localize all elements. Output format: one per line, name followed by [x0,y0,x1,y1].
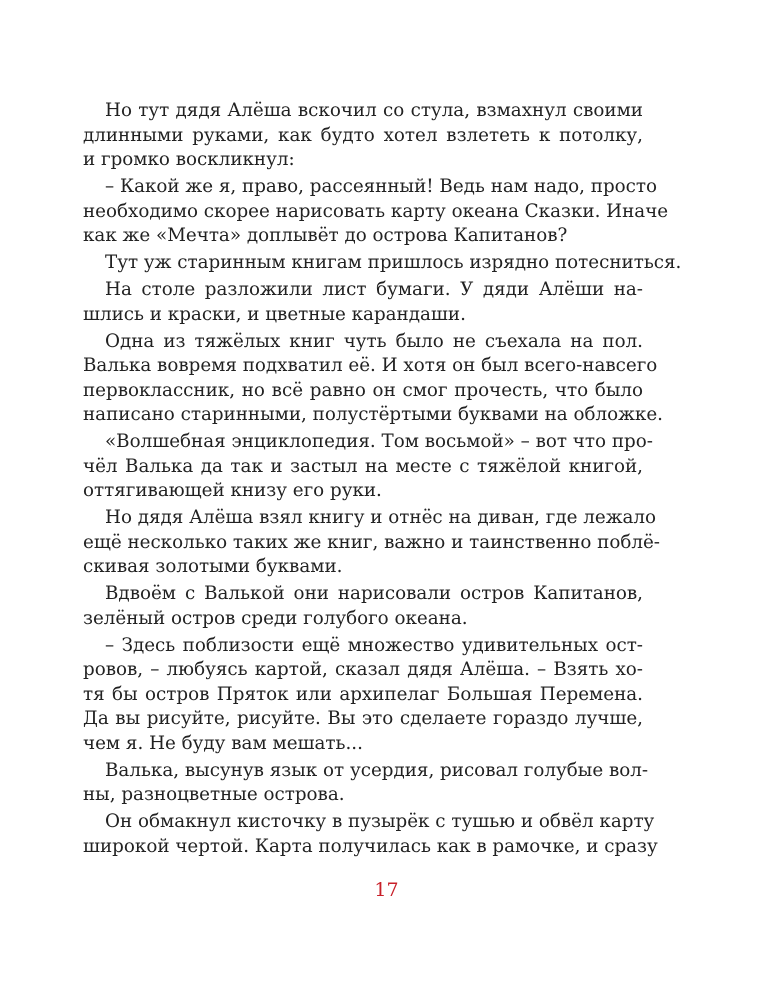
paragraph [83,759,649,808]
text-line: шлись и краски, и цветные карандаши. [83,303,466,325]
text-line: написано старинными, полустёртыми буквами на обложке. [83,404,663,425]
text-line: скивая золотыми буквами. [83,556,343,577]
text-line: Валька, высунув язык от усердия, рисовал голубые вол- [105,759,649,781]
text-line: ровов, – любуясь картой, сказал дядя Алёша. – Взять хо- [83,659,643,680]
paragraph [83,278,643,327]
text-line: Одна из тяжёлых книг чуть было не съехала на пол. [105,330,643,352]
paragraph [83,251,682,276]
text-line: – Здесь поблизости ещё множество удивительных ост- [105,634,643,656]
paragraph [83,175,669,249]
text-line: первоклассник, но всё равно он смог прочесть, что было [83,379,643,401]
text-line: широкой чертой. Карта получилась как в рамочке, и сразу [83,835,658,857]
text-line: Он обмакнул кисточку в пузырёк с тушью и обвёл карту [105,811,655,832]
text-line: необходимо скорее нарисовать карту океана Сказки. Иначе [83,200,669,222]
body-text [83,99,682,862]
text-line: Но дядя Алёша взял книгу и отнёс на диван, где лежало [105,507,657,528]
text-line: и громко воскликнул: [83,149,295,170]
text-line: оттягивающей книзу его руки. [83,480,382,501]
paragraph [83,810,658,859]
text-line: Тут уж старинным книгам пришлось изрядно потесниться. [105,252,682,273]
text-line: Да вы рисуйте, рисуйте. Вы это сделаете гораздо лучше, [83,708,643,729]
paragraph [83,506,660,580]
text-line: тя бы остров Пряток или архипелаг Большая Перемена. [83,683,643,705]
text-line: длинными руками, как будто хотел взлететь к потолку, [83,124,643,146]
text-line: ещё несколько таких же книг, важно и таинственно поблё- [83,531,660,553]
text-line: чем я. Не буду вам мешать... [83,732,363,754]
text-line: «Волшебная энциклопедия. Том восьмой» – вот что про- [105,431,653,452]
text-line: Но тут дядя Алёша вскочил со стула, взмахнул своими [105,100,643,121]
text-line: чёл Валька да так и застыл на месте с тяжёлой книгой, [83,455,643,477]
page-number: 17 [374,879,399,901]
text-line: – Какой же я, право, рассеянный! Ведь нам надо, просто [105,176,658,197]
paragraph [83,430,653,504]
paragraph [83,582,643,631]
text-line: Вдвоём с Валькой они нарисовали остров Капитанов, [105,583,643,604]
text-line: Валька вовремя подхватил её. И хотя он был всего-навсего [83,355,658,376]
text-line: ны, разноцветные острова. [83,784,345,805]
text-line: На столе разложили лист бумаги. У дяди Алёши на- [105,279,643,300]
text-line: как же «Мечта» доплывёт до острова Капитанов? [83,225,568,246]
paragraph [83,330,663,428]
paragraph [83,634,643,757]
paragraph [83,99,643,173]
text-line: зелёный остров среди голубого океана. [83,607,468,629]
